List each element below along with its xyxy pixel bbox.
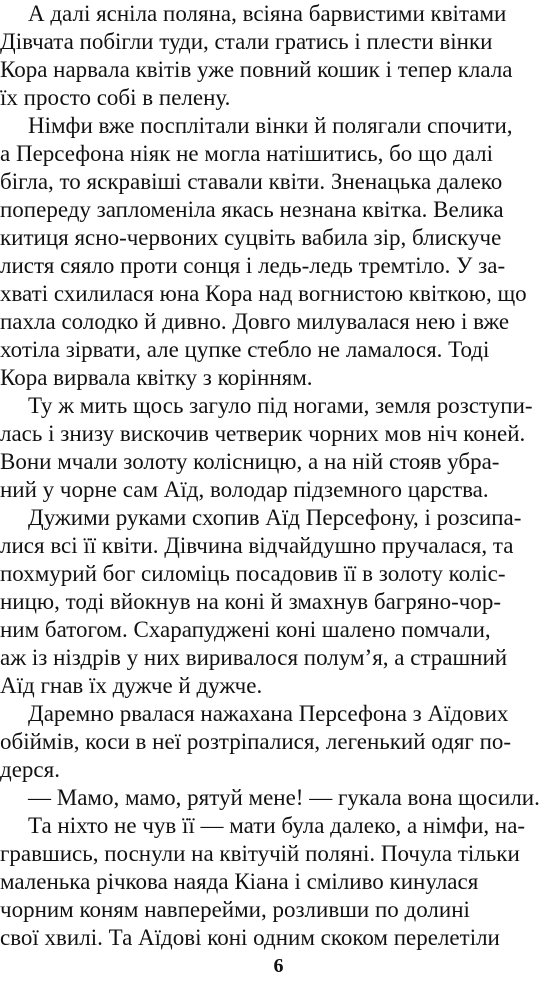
text-line: гравшись, поснули на квітучій поляні. Почула тільки: [0, 841, 520, 866]
text-line: ним батогом. Схарапуджені коні шалено помчали,: [0, 617, 491, 642]
text-line: Даремно рвалася нажахана Персефона з Аїдових: [28, 701, 509, 726]
text-line: хотіла зірвати, але цупке стебло не ламалося. Тоді: [0, 337, 490, 362]
text-line: лась і знизу вискочив четверик чорних мов ніч коней.: [0, 421, 526, 446]
text-line: Дівчата побігли туди, стали гратись і плести вінки: [0, 29, 493, 54]
text-line: пахла солодко й дивно. Довго милувалася нею і вже: [0, 309, 510, 334]
text-line: Дужими руками схопив Аїд Персефону, і розсипа-: [28, 505, 522, 530]
text-line: хваті схилилася юна Кора над вогнистою квіткою, що: [0, 281, 527, 306]
text-line: ницю, тоді вйокнув на коні й змахнув багряно-чор-: [0, 589, 501, 614]
text-line: Та ніхто не чув її — мати була далеко, а німфи, на-: [28, 813, 526, 838]
text-line: аж із ніздрів у них виривалося полум’я, а страшний: [0, 645, 508, 670]
text-line: попереду запломеніла якась незнана квітка. Велика: [0, 197, 504, 222]
text-line: Вони мчали золоту колісницю, а на ній стояв убра-: [0, 449, 500, 474]
text-line: маленька річкова наяда Кіана і сміливо кинулася: [0, 869, 479, 894]
text-line: Німфи вже посплітали вінки й полягали спочити,: [28, 113, 513, 138]
text-line: Кора вирвала квітку з корінням.: [0, 365, 313, 390]
text-line: ний у чорне сам Аїд, володар підземного царства.: [0, 477, 489, 502]
page-number: 6: [273, 955, 284, 977]
text-line: листя сяяло проти сонця і ледь-ледь тремтіло. У за-: [0, 253, 506, 278]
text-line: чорним коням навперейми, розливши по долині: [0, 897, 470, 922]
text-line: бігла, то яскравіші ставали квіти. Зненацька далеко: [0, 169, 503, 194]
text-line: лися всі її квіти. Дівчина відчайдушно пручалася, та: [0, 533, 514, 558]
text-line: свої хвилі. Та Аїдові коні одним скоком перелетіли: [0, 925, 500, 950]
text-line: обіймів, коси в неї розтріпалися, легенький одяг по-: [0, 729, 512, 754]
text-line: їх просто собі в пелену.: [0, 85, 231, 110]
text-line: Ту ж мить щось загуло під ногами, земля розступи-: [28, 393, 533, 418]
text-line: — Мамо, мамо, рятуй мене! — гукала вона щосили.: [28, 785, 540, 810]
text-line: а Персефона ніяк не могла натішитись, бо що далі: [0, 141, 493, 166]
text-line: Кора нарвала квітів уже повний кошик і тепер клала: [0, 57, 513, 82]
text-line: китиця ясно-червоних суцвіть вабила зір, блискуче: [0, 225, 502, 250]
text-line: А далі ясніла поляна, всіяна барвистими квітами: [28, 1, 507, 26]
text-line: дерся.: [0, 757, 60, 782]
text-line: Аїд гнав їх дужче й дужче.: [0, 673, 263, 698]
text-line: похмурий бог силоміць посадовив її в золоту коліс-: [0, 561, 506, 586]
